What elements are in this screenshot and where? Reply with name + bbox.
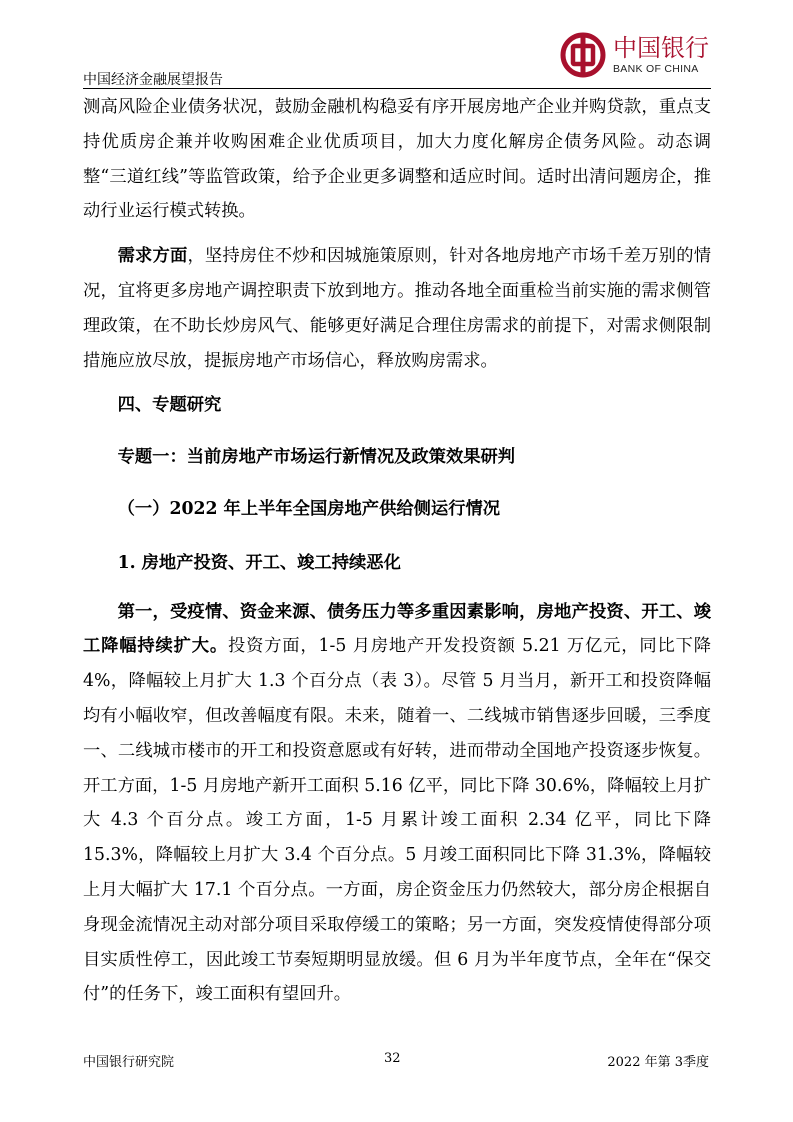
investment-text: 投资方面，1-5 月房地产开发投资额 5.21 万亿元，同比下降 4%，降幅较上月扩大 1.3 个百分点（表 3）。尽管 5 月当月，新开工和投资降幅均有小幅收窄，但改善幅度有限。未来，随着一、二线城市销售逐步回暖，三季度一、二线城市楼市的开工和投资意愿或有好转，进而带动全国地产投资逐步恢复。开工方面，1-5 月房地产新开工面积 5.16 亿平，同比下降 30.6%，降幅较上月扩大 4.3 个百分点。竣工方面，1-5 月累计竣工面积 2.34 亿平，同比下降 15.3%，降幅较上月扩大 3.4 个百分点。5 月竣工面积同比下降 31.3%，降幅较上月大幅扩大 17.1 个百分点。一方面，房企资金压力仍然较大，部分房企根据自身现金流情况主动对部分项目采取停缓工的策略；另一方面，突发疫情使得部分项目实质性停工，因此竣工节奏短期明显放缓。但 6 月为半年度节点，全年在“保交付”的任务下，竣工面积有望回升。 — [83, 636, 711, 1005]
paragraph-supply-policy: 测高风险企业债务状况，鼓励金融机构稳妥有序开展房地产企业并购贷款，重点支持优质房企兼并收购困难企业优质项目，加大力度化解房企债务风险。动态调整“三道红线”等监管政策，给予企业更多调整和适应时间。适时出清问题房企，推动行业运行模式转换。 — [83, 97, 711, 222]
paragraph-investment — [83, 595, 711, 1013]
investment-lead: 第一，受疫情、资金来源、债务压力等多重因素影响，房地产投资、开工、竣工降幅持续扩大。 — [83, 601, 711, 657]
topic-heading: 专题一：当前房地产市场运行新情况及政策效果研判 — [117, 447, 516, 468]
logo-chinese-name: 中国银行 — [613, 34, 709, 62]
report-body — [83, 90, 711, 1022]
paragraph-demand-policy — [83, 239, 711, 378]
footer-period: 2022 年第 3季度 — [607, 1055, 709, 1070]
demand-lead: 需求方面 — [117, 246, 188, 267]
logo-english-name: BANK OF CHINA — [613, 63, 699, 75]
subsection-heading: （一）2022 年上半年全国房地产供给侧运行情况 — [117, 498, 501, 519]
point-heading: 1. 房地产投资、开工、竣工持续恶化 — [117, 552, 401, 573]
page-number: 32 — [384, 1051, 401, 1066]
section-heading: 四、专题研究 — [117, 395, 222, 416]
header-divider — [83, 88, 711, 89]
demand-text: ，坚持房住不炒和因城施策原则，针对各地房地产市场千差万别的情况，宜将更多房地产调控职责下放到地方。推动各地全面重检当前实施的需求侧管理政策，在不助长炒房风气、能够更好满足合理住房需求的前提下，对需求侧限制措施应放尽放，提振房地产市场信心，释放购房需求。 — [83, 246, 711, 371]
footer-institute: 中国银行研究院 — [83, 1055, 175, 1070]
bank-logo — [560, 30, 710, 80]
bank-of-china-emblem-icon — [560, 32, 606, 78]
report-title: 中国经济金融展望报告 — [83, 72, 223, 88]
